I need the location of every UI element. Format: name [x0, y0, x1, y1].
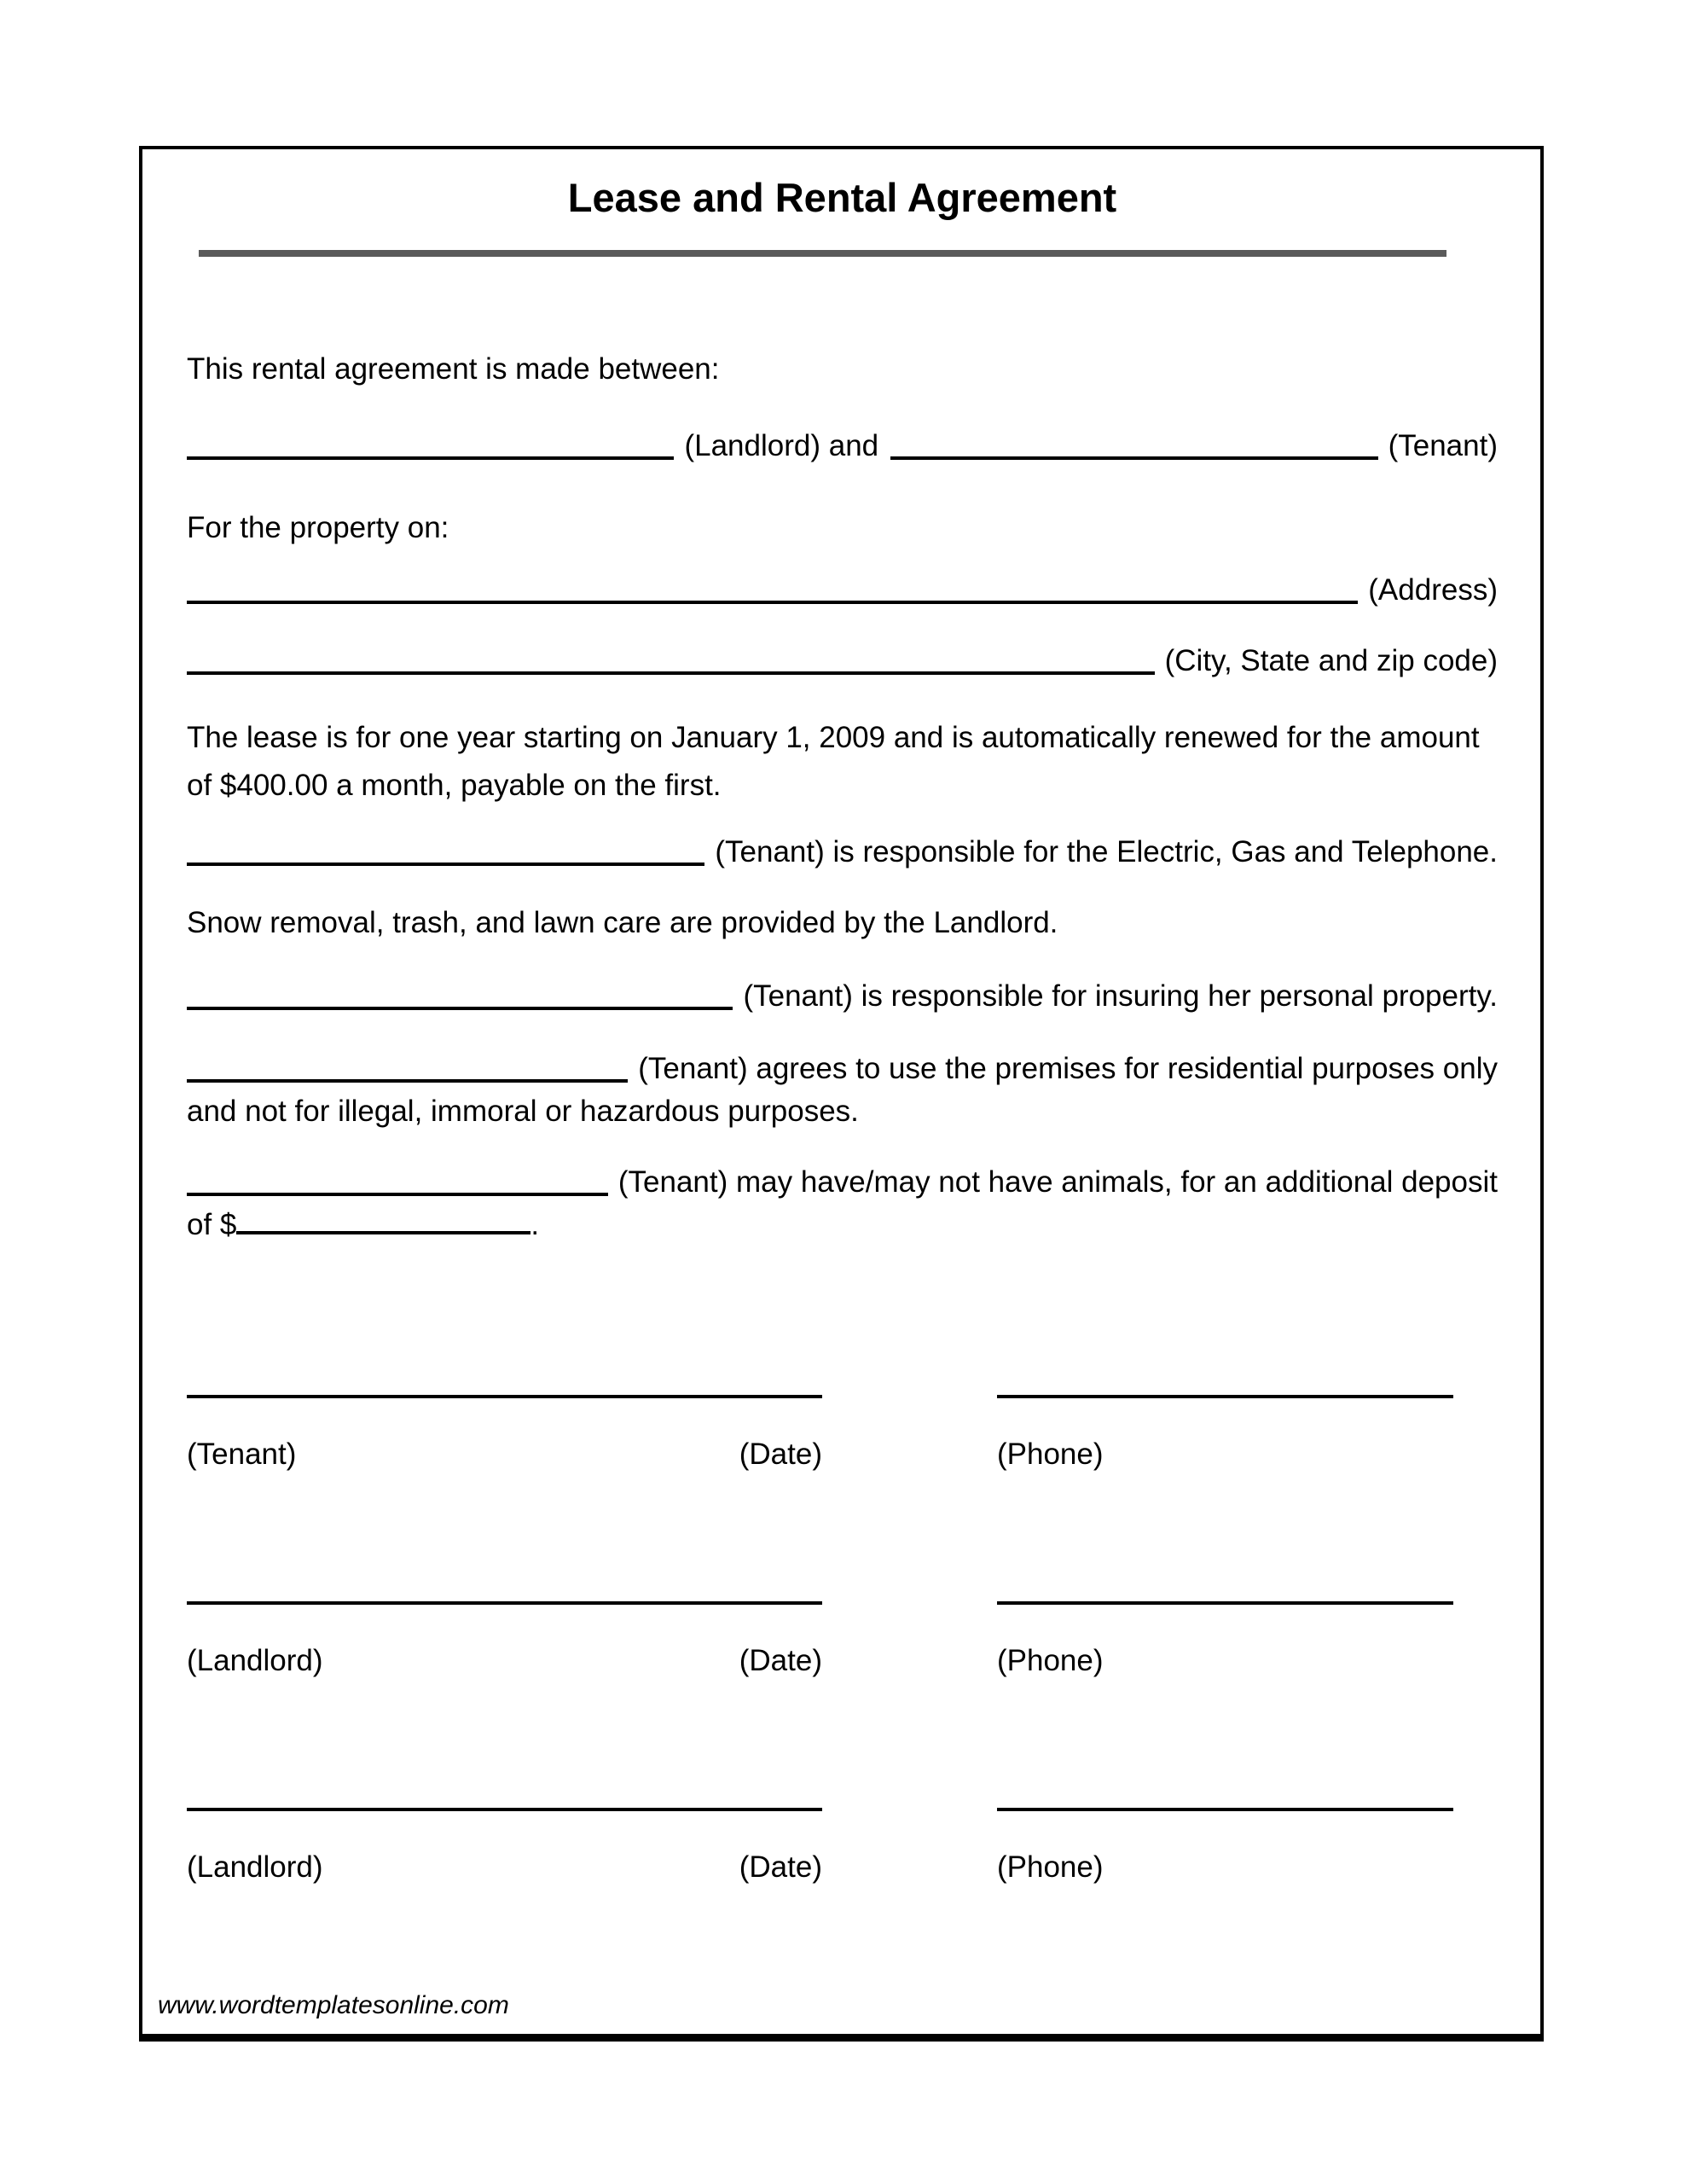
deposit-prefix: of $	[187, 1208, 237, 1241]
tenant-party-label: (Tenant)	[187, 1438, 297, 1471]
tenant-phone-line[interactable]	[997, 1395, 1453, 1398]
landlord1-party-label: (Landlord)	[187, 1644, 323, 1677]
residential-tenant-blank[interactable]	[187, 1079, 628, 1083]
tenant-phone-label: (Phone)	[997, 1438, 1104, 1471]
property-paragraph: For the property on:	[187, 511, 449, 544]
title-rule	[199, 250, 1446, 257]
signature-row-landlord2-labels	[187, 1849, 1498, 1886]
residential-clause-line2: and not for illegal, immoral or hazardous purposes.	[187, 1095, 859, 1128]
utilities-tenant-blank[interactable]	[187, 863, 704, 866]
landlord1-phone-label: (Phone)	[997, 1644, 1104, 1677]
lease-terms-line2: of $400.00 a month, payable on the first.	[187, 769, 722, 802]
footer-url: www.wordtemplatesonline.com	[158, 1991, 509, 2019]
deposit-line	[187, 1206, 1498, 1244]
document-frame	[139, 146, 1544, 2042]
tenant-label: (Tenant)	[1388, 429, 1498, 462]
landlord1-label-pair	[187, 1642, 822, 1680]
landlord1-signature-line[interactable]	[187, 1601, 822, 1605]
tenant-date-label: (Date)	[739, 1438, 822, 1471]
intro-paragraph: This rental agreement is made between:	[187, 352, 720, 386]
city-label: (City, State and zip code)	[1164, 644, 1498, 677]
lease-terms-paragraph	[187, 714, 1498, 810]
insurance-row	[187, 978, 1498, 1015]
city-row	[187, 642, 1498, 680]
landlord-name-blank[interactable]	[187, 456, 674, 460]
animals-row	[187, 1164, 1498, 1201]
residential-clause-line1: (Tenant) agrees to use the premises for residential purposes only	[638, 1052, 1498, 1085]
signature-row-landlord1-labels	[187, 1642, 1498, 1680]
deposit-amount-blank[interactable]	[236, 1231, 530, 1234]
parties-row	[187, 427, 1498, 465]
utilities-row	[187, 834, 1498, 871]
signature-row-landlord1-lines	[187, 1601, 1498, 1605]
address-row	[187, 572, 1498, 609]
animals-tenant-blank[interactable]	[187, 1193, 608, 1196]
signature-row-tenant-labels	[187, 1436, 1498, 1473]
address-label: (Address)	[1368, 573, 1498, 607]
tenant-signature-line[interactable]	[187, 1395, 822, 1398]
landlord1-phone-line[interactable]	[997, 1601, 1453, 1605]
landlord2-signature-line[interactable]	[187, 1808, 822, 1811]
animals-clause-line1: (Tenant) may have/may not have animals, for an additional deposit	[617, 1165, 1498, 1199]
services-clause: Snow removal, trash, and lawn care are provided by the Landlord.	[187, 906, 1058, 939]
tenant-name-blank[interactable]	[890, 456, 1377, 460]
document-content	[142, 149, 1540, 1886]
tenant-label-pair	[187, 1436, 822, 1473]
lease-terms-line1: The lease is for one year starting on January 1, 2009 and is automatically renewed for the amount	[187, 721, 1480, 754]
landlord2-party-label: (Landlord)	[187, 1850, 323, 1884]
utilities-clause: (Tenant) is responsible for the Electric, Gas and Telephone.	[715, 835, 1498, 868]
landlord2-phone-label: (Phone)	[997, 1850, 1104, 1884]
city-state-zip-blank[interactable]	[187, 671, 1155, 675]
signature-row-tenant-lines	[187, 1395, 1498, 1398]
landlord-label: (Landlord) and	[684, 429, 879, 462]
landlord2-phone-line[interactable]	[997, 1808, 1453, 1811]
signature-row-landlord2-lines	[187, 1808, 1498, 1811]
landlord2-date-label: (Date)	[739, 1850, 822, 1884]
insurance-clause: (Tenant) is responsible for insuring her personal property.	[743, 979, 1498, 1013]
residential-row	[187, 1050, 1498, 1088]
page-title: Lease and Rental Agreement	[567, 175, 1117, 220]
insurance-tenant-blank[interactable]	[187, 1007, 733, 1010]
deposit-suffix: .	[530, 1208, 540, 1241]
address-blank[interactable]	[187, 601, 1358, 604]
landlord2-label-pair	[187, 1849, 822, 1886]
landlord1-date-label: (Date)	[739, 1644, 822, 1677]
